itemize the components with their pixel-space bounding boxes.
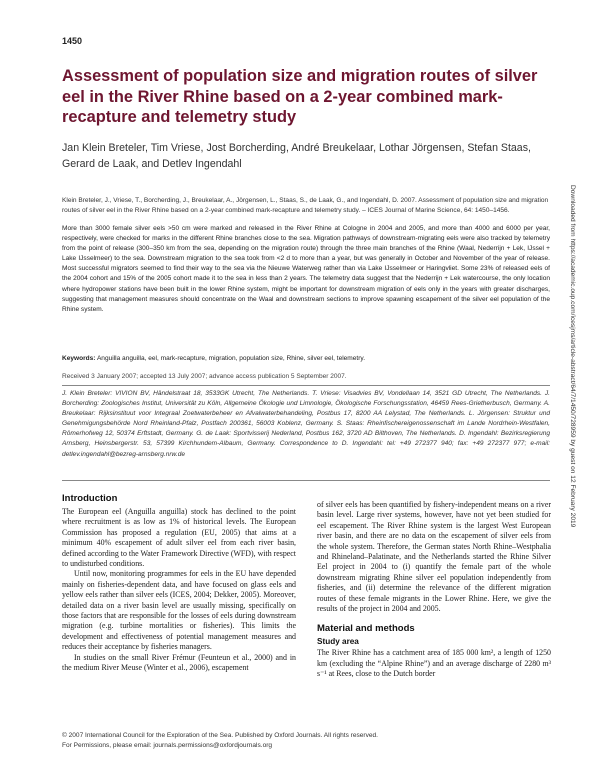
- abstract: More than 3000 female silver eels >50 cm were marked and released in the River Rhine at Cologne in 2004 and 2005, and more than 4000 and 6000 per year, respectively, were checked for marks in the different Rhine branches close to the sea. Migration pathways of downstream-migrating eels were also tracked by telemetry from the point of release (300–350 km from the sea, depending on the migration route) through the three main branches of the Rhine (Waal, Nederrijn + Lek, IJssel + Lake IJsselmeer) to the sea. Downstream migration to the sea took from <2 d to more than a year, but was generally in October and November of the year of release. Most successful migrators seemed to find their way to the sea via the Nieuwe Waterweg rather than via Lake IJsselmeer or Haringvliet. Some 23% of released eels of the 2004 cohort and 15% of the 2005 cohort made it to the sea in less than 2 years. The telemetry data suggest that the Nederrijn + Lek watercourse, the only location where hydropower stations have been built in the lower Rhine system, might be important for downstream migration of eels only in the years with greater discharges, suggesting that management measures should concentrate on the Waal and downstream sections to improve spawning escapement of the silver eel population of the Rhine system.: [62, 225, 550, 313]
- keywords: [62, 354, 550, 364]
- author-list: Jan Klein Breteler, Tim Vriese, Jost Borcherding, André Breukelaar, Lothar Jörgensen, Stefan Staas, Gerard de Laak, and Detlev Ingendahl: [62, 142, 531, 170]
- methods-heading: Material and methods: [317, 623, 415, 635]
- body-column-left: [62, 493, 296, 674]
- intro-continued-paragraph: of silver eels has been quantified by fishery-independent means on a river basin level. Large river systems, however, have not yet been studied for eel escapement. The River Rhine system is the largest West European river basin, and there are no data on the escapement of silver eels from the whole system. Therefore, the German states North Rhine–Westphalia and Rhineland–Palatinate, and the Netherlands started the Rhine Silver Eel project in 2004 to (i) quantify the female part of the whole downstream migrating Rhine silver eel population independently from fisheries, and (ii) determine the relevance of the different migration routes of these female migrants in the Lower Rhine. Here, we give the results of the project in 2004 and 2005.: [317, 500, 551, 614]
- download-watermark: Downloaded from https://academic.oup.com/icesjms/article-abstract/64/7/1450/728959 by guest on 12 February 2019: [569, 185, 576, 528]
- introduction-heading: Introduction: [62, 493, 118, 504]
- intro-paragraph-3: In studies on the small River Frémur (Feunteun et al., 2000) and in the medium River Meuse (Winter et al., 2006), escapement: [62, 652, 296, 673]
- keywords-label: Keywords:: [62, 355, 96, 362]
- intro-paragraph-1: The European eel (Anguilla anguilla) stock has declined to the point where recruitment is as low as 1% of historical levels. The European Commission has proposed a regulation (EU, 2005) that aims at a minimum 40% escapement of adult silver eel from each river basin, defined according to the Water Framework Directive (WFD), with respect to undisturbed conditions.: [62, 507, 296, 569]
- article-title: Assessment of population size and migration routes of silver eel in the River Rhine based on a 2-year combined mark-recapture and telemetry study: [62, 67, 538, 126]
- permissions-line: For Permissions, please email: journals.permissions@oxfordjournals.org: [62, 742, 273, 749]
- divider-top: [62, 385, 550, 386]
- author-affiliations: J. Klein Breteler: VIVION BV, Händelstraat 18, 3533GK Utrecht, The Netherlands. T. Vriese: Visadvies BV, Vondellaan 14, 3521 GD Utrecht, The Netherlands. J. Borcherding: Zoologisches Institut, Universität zu Köln, Allgemeine Ökologie und Limnologie, Ökologische Forschungsstation, 46459 Rees-Grietherbusch, Germany. A. Breukelaar: Rijksinstituut voor Integraal Zoetwaterbeheer en Afvalwaterbehandeling, Postbus 17, 8200 AA Lelystad, The Netherlands. L. Jörgensen: Struktur und Genehmigungsbehörde Nord Rheinland-Pfalz, Postfach 200361, 56003 Koblenz, Germany. S. Staas: Rheinfischereigenossenschaft im Lande Nordrhein-Westfalen, Römerhofweg 12, 50374 Erftstadt, Germany. G. de Laak: Sportvisserij Nederland, Postbus 162, 3720 AD Bilthoven, The Netherlands. D. Ingendahl: Bezirksregierung Arnsberg, Heinsbergerstr. 53, 57399 Kirchhundem-Albaum, Germany. Correspondence to D. Ingendahl: tel: +49 272377 940; fax: +49 272377 977; e-mail: detlev.ingendahl@bezreg-arnsberg.nrw.de: [62, 390, 550, 458]
- keywords-text: Anguilla anguilla, eel, mark-recapture, migration, population size, Rhine, silver eel, telemetry.: [95, 355, 366, 362]
- intro-paragraph-2: Until now, monitoring programmes for eels in the EU have depended mainly on fisheries-dependent data, and have focused on glass eels and yellow eels rather than silver eels (ICES, 2004; Dekker, 2005). Moreover, detailed data on a river basin level are usually missing, specifically on those factors that are responsible for the losses of eels during downstream migration (e.g. turbine mortalities or fisheries). This limits the development and effectiveness of potential management measures and reduces their acceptance by fisheries managers.: [62, 569, 296, 652]
- copyright-line: © 2007 International Council for the Exploration of the Sea. Published by Oxford Journals. All rights reserved.: [62, 732, 378, 739]
- study-area-heading: Study area: [317, 637, 359, 647]
- article-dates: Received 3 January 2007; accepted 13 July 2007; advance access publication 5 September 2007.: [62, 373, 347, 380]
- citation: Klein Breteler, J., Vriese, T., Borcherding, J., Breukelaar, A., Jörgensen, L., Staas, S., de Laak, G., and Ingendahl, D. 2007. Assessment of population size and migration routes of silver eel in the River Rhine based on a 2-year combined mark-recapture and telemetry study. – ICES Journal of Marine Science, 64: 1450–1456.: [62, 197, 549, 214]
- copyright-footer: [62, 731, 550, 751]
- study-area-paragraph: The River Rhine has a catchment area of 185 000 km², a length of 1250 km (excluding the “Alpine Rhine”) and an average discharge of 2280 m³ s⁻¹ at Rees, close to the Dutch border: [317, 648, 551, 679]
- divider-bottom: [62, 480, 550, 481]
- page-number: 1450: [62, 36, 83, 46]
- body-column-right: [317, 500, 551, 680]
